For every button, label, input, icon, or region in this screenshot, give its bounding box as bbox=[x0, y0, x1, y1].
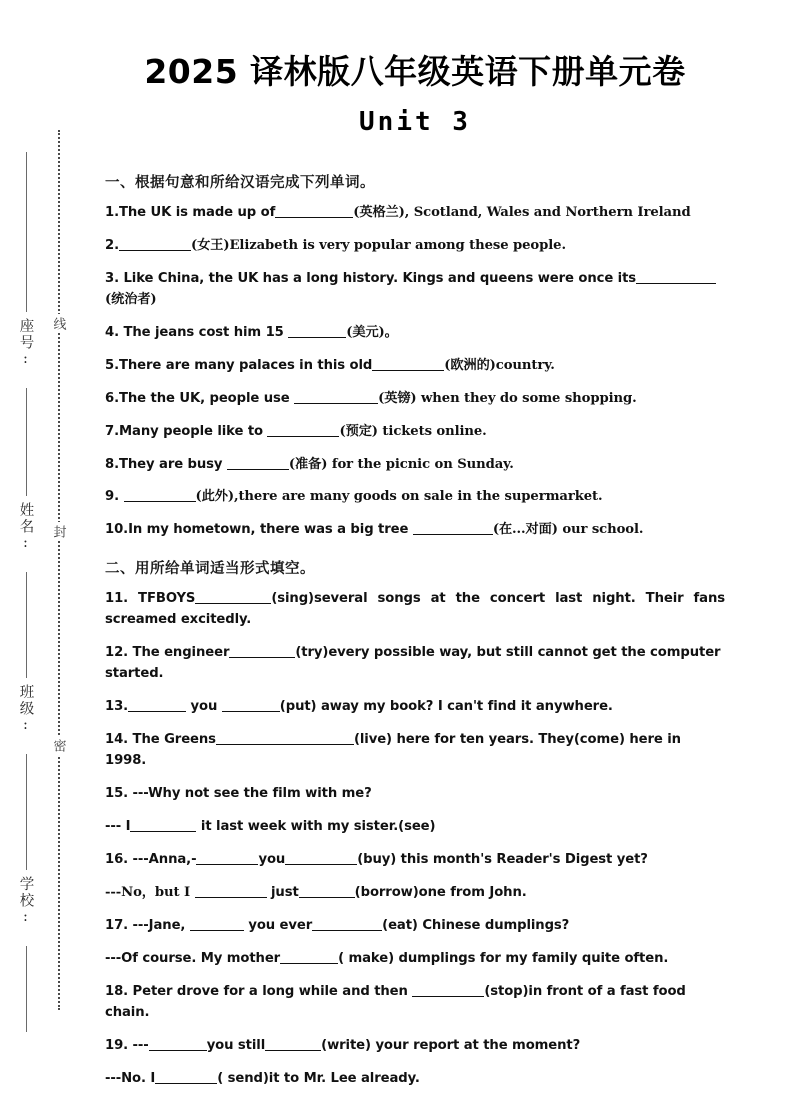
question-text-before: The UK is made up of bbox=[119, 205, 276, 220]
question-number: 18. bbox=[105, 983, 129, 999]
question-text-before: Many people like to bbox=[119, 423, 268, 439]
question-number: 6. bbox=[105, 390, 119, 406]
question-item bbox=[105, 1068, 725, 1089]
answer-blank[interactable] bbox=[282, 732, 354, 745]
question-number: 7. bbox=[105, 423, 119, 439]
question-number: 3. bbox=[105, 270, 119, 286]
question-text-after: (buy) this month's Reader's Digest yet? bbox=[357, 852, 648, 867]
answer-blank[interactable] bbox=[299, 885, 355, 898]
section-heading: 二、用所给单词适当形式填空。 bbox=[105, 559, 315, 577]
page-title: 2025 译林版八年级英语下册单元卷 bbox=[144, 52, 686, 91]
question-number: 11. bbox=[105, 590, 129, 606]
answer-blank[interactable] bbox=[216, 732, 282, 745]
answer-blank[interactable] bbox=[128, 699, 186, 712]
question-text-after: (此外),there are many goods on sale in the supermarket. bbox=[195, 489, 603, 505]
question-number: 5. bbox=[105, 357, 119, 373]
question-item bbox=[105, 322, 725, 343]
question-item bbox=[105, 519, 725, 540]
seal-solid-line-segment-2 bbox=[26, 388, 27, 496]
question-item bbox=[105, 588, 725, 631]
question-text-before: --- bbox=[128, 1037, 149, 1053]
question-text-before: ---Why not see the film with me? bbox=[128, 786, 372, 802]
answer-blank[interactable] bbox=[312, 918, 382, 931]
question-text-after: (borrow)one from John. bbox=[354, 884, 527, 900]
question-text-before: TFBOYS bbox=[128, 590, 196, 606]
question-text-before: ---No. I bbox=[105, 1070, 156, 1086]
section-heading: 一、根据句意和所给汉语完成下列单词。 bbox=[105, 174, 375, 191]
answer-blank[interactable] bbox=[413, 522, 493, 535]
question-text-after: (女王)Elizabeth is very popular among these people. bbox=[191, 237, 566, 253]
question-item bbox=[105, 202, 725, 223]
answer-blank[interactable] bbox=[227, 456, 289, 469]
question-text-after: (美元)。 bbox=[346, 325, 398, 340]
question-text-before: ---No，but I bbox=[105, 884, 195, 900]
question-text-after: it last week with my sister.(see) bbox=[196, 819, 436, 835]
document-body bbox=[105, 0, 725, 1101]
question-number: 2. bbox=[105, 237, 119, 253]
sections-container bbox=[105, 171, 725, 1089]
seal-margin bbox=[0, 0, 100, 1047]
question-text-after: (英镑) when they do some shopping. bbox=[378, 390, 637, 406]
question-number: 12. bbox=[105, 644, 129, 660]
seal-solid-line-segment-3 bbox=[26, 572, 27, 678]
question-number: 10. bbox=[105, 522, 129, 538]
answer-blank[interactable] bbox=[222, 699, 280, 712]
question-item bbox=[105, 268, 725, 311]
question-text-after: (live) here for ten years. They bbox=[353, 732, 574, 747]
answer-blank[interactable] bbox=[196, 852, 258, 865]
answer-blank[interactable] bbox=[195, 885, 267, 898]
seal-dotted-line bbox=[58, 130, 60, 1010]
question-number: 14. bbox=[105, 732, 129, 747]
question-item bbox=[105, 486, 725, 507]
answer-blank[interactable] bbox=[280, 950, 338, 963]
question-item bbox=[105, 421, 725, 442]
question-number: 4. bbox=[105, 325, 119, 340]
question-text-middle: you still bbox=[206, 1037, 266, 1053]
question-text-after: (统治者) bbox=[105, 292, 157, 308]
question-text-after: (try)every possible way, but still cannot get the computer started. bbox=[105, 644, 721, 682]
answer-blank[interactable] bbox=[155, 1070, 217, 1083]
question-text-after: (eat) Chinese dumplings? bbox=[382, 917, 570, 933]
question-text-after: (在...对面) our school. bbox=[492, 522, 644, 538]
answer-blank[interactable] bbox=[412, 983, 484, 996]
question-text-before: ---Of course. My mother bbox=[105, 950, 281, 966]
question-text-before: The the UK, people use bbox=[119, 390, 295, 406]
answer-blank[interactable] bbox=[285, 852, 357, 865]
question-number: 15. bbox=[105, 786, 129, 802]
question-text-before: The Greens bbox=[128, 732, 216, 747]
question-item bbox=[105, 981, 725, 1024]
answer-blank[interactable] bbox=[130, 819, 196, 832]
seal-label-class: 班级: bbox=[17, 684, 34, 735]
answer-blank[interactable] bbox=[372, 358, 444, 371]
seal-label-seat-number: 座号: bbox=[17, 318, 34, 369]
answer-blank[interactable] bbox=[124, 489, 196, 502]
seal-char-xian: 线 bbox=[49, 314, 68, 333]
question-text-before: There are many palaces in this old bbox=[119, 357, 373, 373]
answer-blank[interactable] bbox=[636, 271, 716, 284]
answer-blank[interactable] bbox=[294, 391, 378, 404]
question-number: 16. bbox=[105, 852, 129, 867]
question-text-middle: you bbox=[258, 852, 286, 867]
question-item bbox=[105, 729, 725, 772]
question-text-after: ( make) dumplings for my family quite often. bbox=[338, 950, 669, 966]
seal-char-feng: 封 bbox=[49, 522, 68, 541]
answer-blank[interactable] bbox=[190, 918, 244, 931]
question-text-after: (预定) tickets online. bbox=[339, 423, 487, 439]
question-text-before: In my hometown, there was a big tree bbox=[128, 522, 413, 538]
seal-solid-line-segment-1 bbox=[26, 152, 27, 312]
question-text-after: (write) your report at the moment? bbox=[321, 1037, 581, 1053]
question-item bbox=[105, 882, 725, 903]
question-text-before: --- I bbox=[105, 819, 131, 835]
page-subtitle: Unit 3 bbox=[359, 107, 471, 137]
question-item bbox=[105, 915, 725, 936]
question-text-after: (欧洲的)country. bbox=[444, 357, 555, 373]
question-text-before: The jeans cost him 15 bbox=[119, 325, 289, 340]
question-item bbox=[105, 816, 725, 837]
seal-solid-line-segment-4 bbox=[26, 754, 27, 870]
seal-char-mi: 密 bbox=[49, 736, 68, 755]
question-number: 13. bbox=[105, 699, 129, 715]
question-text-after: (英格兰), Scotland, Wales and Northern Ireland bbox=[353, 205, 691, 220]
question-item bbox=[105, 235, 725, 256]
question-text-before: Like China, the UK has a long history. Kings and queens were once its bbox=[119, 270, 637, 286]
question-item bbox=[105, 388, 725, 409]
question-text-after: (sing)several songs at the concert last night. Their fans screamed excitedly. bbox=[105, 590, 726, 627]
question-text-before: ---Anna,- bbox=[128, 852, 197, 867]
answer-blank[interactable] bbox=[267, 423, 339, 436]
question-number: 9. bbox=[105, 489, 119, 505]
answer-blank[interactable] bbox=[288, 325, 346, 338]
question-text-after: (stop)in front of a fast food chain. bbox=[105, 983, 686, 1020]
question-item bbox=[105, 783, 725, 804]
question-item bbox=[105, 696, 725, 717]
question-item bbox=[105, 1035, 725, 1056]
seal-label-school: 学校: bbox=[17, 876, 34, 927]
question-number: 1. bbox=[105, 205, 119, 220]
question-item bbox=[105, 849, 725, 870]
question-number: 19. bbox=[105, 1037, 129, 1053]
question-text-after: ( send)it to Mr. Lee already. bbox=[217, 1070, 420, 1086]
question-text-middle: you bbox=[186, 699, 222, 715]
question-text-middle: just bbox=[266, 884, 299, 900]
question-item bbox=[105, 642, 725, 685]
answer-blank[interactable] bbox=[149, 1038, 207, 1051]
question-item bbox=[105, 454, 725, 475]
answer-blank[interactable] bbox=[229, 645, 295, 658]
question-text-before: Peter drove for a long while and then bbox=[128, 983, 413, 999]
answer-blank[interactable] bbox=[119, 238, 191, 251]
seal-solid-line-segment-5 bbox=[26, 946, 27, 1032]
question-text-middle: you ever bbox=[243, 917, 313, 933]
question-text-after: (准备) for the picnic on Sunday. bbox=[288, 456, 514, 472]
answer-blank[interactable] bbox=[195, 590, 271, 603]
answer-blank[interactable] bbox=[275, 205, 353, 218]
question-text-after: (put) away my book? I can't find it anywhere. bbox=[279, 699, 613, 715]
question-text-before: The engineer bbox=[128, 644, 230, 660]
question-text-before: They are busy bbox=[119, 456, 227, 472]
question-item bbox=[105, 948, 725, 969]
question-text-tail: (come) here in 1998. bbox=[105, 732, 681, 769]
answer-blank[interactable] bbox=[265, 1038, 321, 1051]
seal-label-student-name: 姓名: bbox=[17, 502, 34, 553]
question-number: 8. bbox=[105, 456, 119, 472]
question-number: 17. bbox=[105, 917, 129, 933]
question-text-before: ---Jane, bbox=[128, 917, 190, 933]
question-item bbox=[105, 355, 725, 376]
